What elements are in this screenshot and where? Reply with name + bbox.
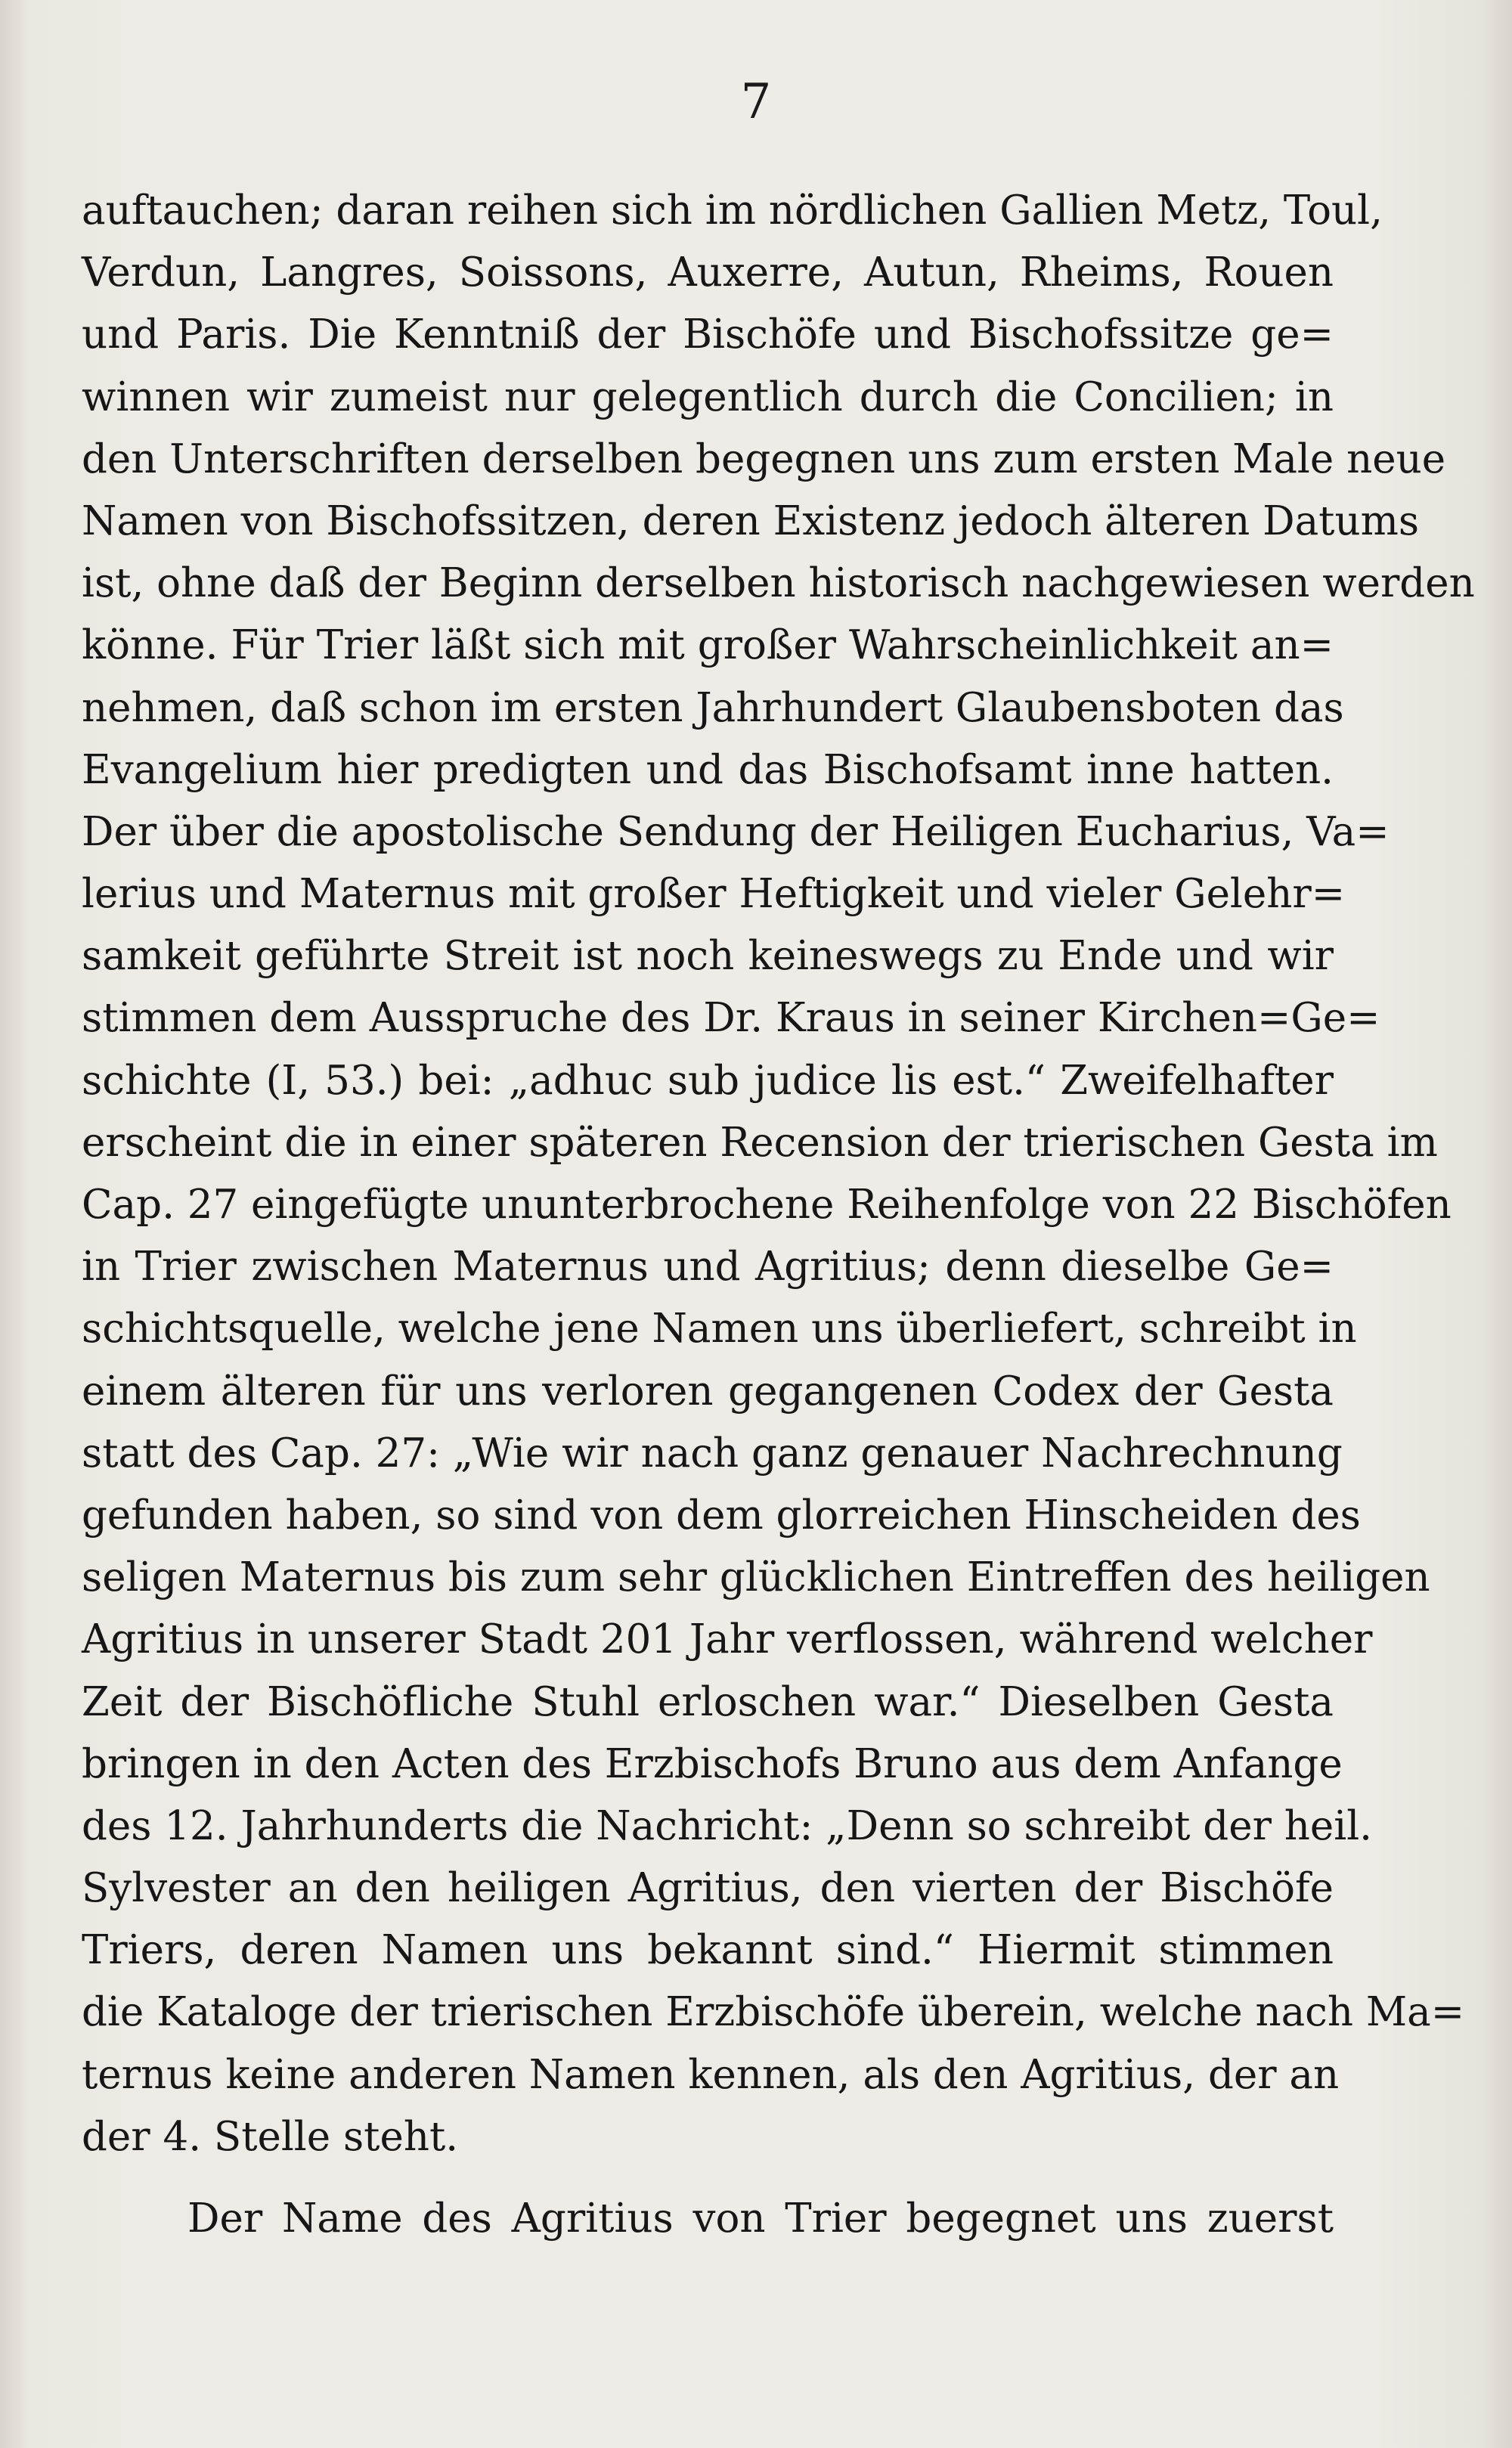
text-line: erscheint die in einer späteren Recension der trierischen Gesta im bbox=[82, 1119, 1438, 1166]
text-line: der 4. Stelle steht. bbox=[82, 2113, 459, 2160]
text-line: samkeit geführte Streit ist noch keineswegs zu Ende und wir bbox=[82, 933, 1334, 980]
text-line: Der über die apostolische Sendung der Heiligen Eucharius, Va= bbox=[82, 808, 1390, 855]
text-line: Evangelium hier predigten und das Bischofsamt inne hatten. bbox=[82, 746, 1334, 793]
text-line: Zeit der Bischöfliche Stuhl erloschen war.“ Dieselben Gesta bbox=[82, 1678, 1334, 1725]
text-line: Cap. 27 eingefügte ununterbrochene Reihenfolge von 22 Bischöfen bbox=[82, 1182, 1452, 1228]
text-line: seligen Maternus bis zum sehr glücklichen Eintreffen des heiligen bbox=[82, 1554, 1430, 1601]
text-line: lerius und Maternus mit großer Heftigkeit und vieler Gelehr= bbox=[82, 871, 1346, 918]
text-line: und Paris. Die Kenntniß der Bischöfe und Bischofssitze ge= bbox=[82, 311, 1334, 358]
text-line: Sylvester an den heiligen Agritius, den vierten der Bischöfe bbox=[82, 1865, 1334, 1912]
text-line: Agritius in unserer Stadt 201 Jahr verflossen, während welcher bbox=[82, 1616, 1373, 1663]
paragraph-1 bbox=[82, 180, 1475, 2168]
text-line: stimmen dem Ausspruche des Dr. Kraus in seiner Kirchen=Ge= bbox=[82, 995, 1380, 1042]
text-line: gefunden haben, so sind von dem glorreichen Hinscheiden des bbox=[82, 1492, 1361, 1539]
text-line: winnen wir zumeist nur gelegentlich durch die Concilien; in bbox=[82, 373, 1334, 420]
text-line: auftauchen; daran reihen sich im nördlichen Gallien Metz, Toul, bbox=[82, 187, 1383, 234]
paragraph-gap bbox=[82, 2168, 1334, 2188]
text-line: die Kataloge der trierischen Erzbischöfe überein, welche nach Ma= bbox=[82, 1989, 1465, 2036]
text-line: ternus keine anderen Namen kennen, als den Agritius, der an bbox=[82, 2051, 1340, 2098]
body-text bbox=[82, 180, 1475, 2250]
text-line: nehmen, daß schon im ersten Jahrhundert Glaubensboten das bbox=[82, 684, 1344, 731]
text-line: bringen in den Acten des Erzbischofs Bruno aus dem Anfange bbox=[82, 1740, 1343, 1787]
text-line: schichte (I, 53.) bei: „adhuc sub judice lis est.“ Zweifelhafter bbox=[82, 1057, 1334, 1104]
paragraph-2 bbox=[82, 2188, 1334, 2250]
text-line: Der Name des Agritius von Trier begegnet uns zuerst bbox=[187, 2195, 1334, 2242]
text-line: Verdun, Langres, Soissons, Auxerre, Autun, Rheims, Rouen bbox=[82, 249, 1334, 296]
text-line: ist, ohne daß der Beginn derselben historisch nachgewiesen werden bbox=[82, 560, 1475, 607]
text-line: des 12. Jahrhunderts die Nachricht: „Denn so schreibt der heil. bbox=[82, 1802, 1372, 1849]
text-line: den Unterschriften derselben begegnen uns zum ersten Male neue bbox=[82, 435, 1446, 482]
text-line: einem älteren für uns verloren gegangenen Codex der Gesta bbox=[82, 1368, 1334, 1415]
text-line: in Trier zwischen Maternus und Agritius; denn dieselbe Ge= bbox=[82, 1244, 1334, 1291]
page-number: 7 bbox=[740, 74, 772, 130]
text-line: schichtsquelle, welche jene Namen uns überliefert, schreibt in bbox=[82, 1306, 1357, 1353]
text-line: Namen von Bischofssitzen, deren Existenz jedoch älteren Datums bbox=[82, 497, 1420, 544]
text-line: statt des Cap. 27: „Wie wir nach ganz genauer Nachrechnung bbox=[82, 1430, 1343, 1477]
text-line: Triers, deren Namen uns bekannt sind.“ Hiermit stimmen bbox=[82, 1927, 1334, 1974]
text-line: könne. Für Trier läßt sich mit großer Wahrscheinlichkeit an= bbox=[82, 622, 1334, 669]
